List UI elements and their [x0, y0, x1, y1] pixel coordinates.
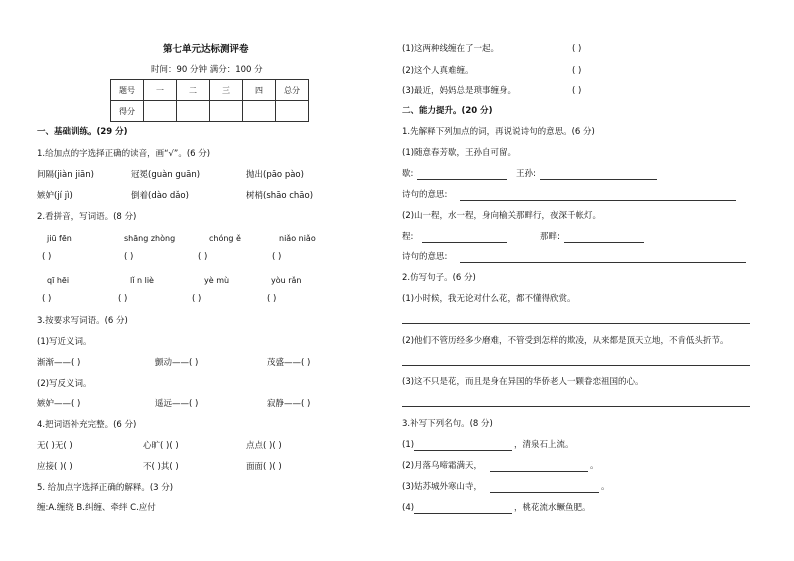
answer-line[interactable] — [564, 242, 644, 243]
answer-blank[interactable]: ( ) — [267, 294, 277, 304]
table-cell: 得分 — [111, 101, 144, 122]
choice-item[interactable]: 间隔(jiàn jiān) — [37, 170, 94, 180]
table-cell: 四 — [243, 80, 276, 101]
poem-line: (1)随意春芳歇，王孙自可留。 — [402, 148, 517, 158]
field-label: 诗句的意思: — [402, 252, 448, 262]
answer-line[interactable] — [402, 365, 750, 366]
table-row — [111, 101, 309, 122]
sub-question: (2)写反义词。 — [37, 379, 92, 389]
fill-item[interactable]: 渐渐——( ) — [37, 358, 81, 368]
choice-item[interactable]: 冠冕(guàn guān) — [131, 170, 201, 180]
field-label: 王孙: — [516, 169, 536, 179]
fill-item[interactable]: 心旷( )( ) — [143, 441, 179, 451]
question-text: 1.先解释下列加点的词，再说说诗句的意思。(6 分) — [402, 127, 595, 137]
answer-blank[interactable]: ( ) — [198, 252, 208, 262]
score-input[interactable] — [144, 101, 177, 122]
answer-line[interactable] — [414, 450, 512, 451]
answer-line[interactable] — [490, 492, 599, 493]
field-label: 诗句的意思: — [402, 190, 448, 200]
answer-blank[interactable]: ( ) — [118, 294, 128, 304]
sample-sentence: (3)这不只是花，而且是身在异国的华侨老人一颗眷恋祖国的心。 — [402, 377, 644, 387]
check-item: (2)这个人真难缠。 — [402, 66, 474, 76]
sub-question: (1)写近义词。 — [37, 337, 92, 347]
fill-suffix: 。 — [601, 482, 610, 492]
question-text: 5. 给加点字选择正确的解释。(3 分) — [37, 483, 174, 493]
answer-line[interactable] — [417, 179, 507, 180]
table-row — [111, 80, 309, 101]
pinyin: chóng ě — [209, 234, 241, 243]
answer-blank[interactable]: ( ) — [192, 294, 202, 304]
field-label: 程: — [402, 232, 414, 242]
score-input[interactable] — [177, 101, 210, 122]
fill-item[interactable]: 应接( )( ) — [37, 462, 73, 472]
pinyin: jiū fēn — [47, 234, 72, 243]
table-cell: 一 — [144, 80, 177, 101]
question-text: 2.看拼音，写词语。(8 分) — [37, 212, 137, 222]
question-text: 1.给加点的字选择正确的读音，画“√”。(6 分) — [37, 149, 211, 159]
answer-line[interactable] — [414, 513, 512, 514]
fill-prefix: (3)姑苏城外寒山寺， — [402, 482, 483, 492]
score-input[interactable] — [210, 101, 243, 122]
table-cell: 三 — [210, 80, 243, 101]
score-table — [110, 79, 309, 122]
answer-line[interactable] — [540, 179, 657, 180]
field-label: 歇: — [402, 169, 414, 179]
choice-item[interactable]: 嫉妒(jí jì) — [37, 191, 73, 201]
exam-info: 时间：90 分钟 满分：100 分 — [151, 65, 263, 75]
pinyin: qī hēi — [47, 276, 70, 285]
sample-sentence: (1)小时候，我无论对什么花，都不懂得欣赏。 — [402, 294, 576, 304]
pinyin: niǎo niǎo — [279, 234, 316, 243]
answer-line[interactable] — [460, 262, 746, 263]
answer-blank[interactable]: ( ) — [572, 86, 582, 96]
answer-blank[interactable]: ( ) — [572, 66, 582, 76]
fill-item[interactable]: 颤动——( ) — [155, 358, 199, 368]
check-item: (1)这两种线缠在了一起。 — [402, 44, 500, 54]
fill-prefix: (2)月落乌啼霜满天， — [402, 461, 483, 471]
answer-blank[interactable]: ( ) — [272, 252, 282, 262]
choice-item[interactable]: 倒着(dào dǎo) — [131, 191, 189, 201]
sample-sentence: (2)他们不管历经多少磨难，不管受到怎样的欺凌，从来都是顶天立地，不肯低头折节。 — [402, 336, 729, 346]
choice-item[interactable]: 抛出(pāo pào) — [246, 170, 304, 180]
question-text: 3.补写下列名句。(8 分) — [402, 419, 493, 429]
section-heading: 二、能力提升。(20 分) — [402, 106, 493, 116]
question-text: 3.按要求写词语。(6 分) — [37, 316, 128, 326]
fill-item[interactable]: 无( )无( ) — [37, 441, 73, 451]
table-cell: 总分 — [276, 80, 309, 101]
pinyin: shāng zhòng — [124, 234, 176, 243]
fill-suffix: 。 — [590, 461, 599, 471]
table-cell: 二 — [177, 80, 210, 101]
fill-item[interactable]: 寂静——( ) — [267, 399, 311, 409]
pinyin: yòu rǎn — [271, 276, 302, 285]
fill-item[interactable]: 点点( )( ) — [246, 441, 282, 451]
fill-item[interactable]: 茂盛——( ) — [267, 358, 311, 368]
answer-blank[interactable]: ( ) — [124, 252, 134, 262]
score-input[interactable] — [276, 101, 309, 122]
answer-line[interactable] — [460, 200, 736, 201]
table-cell: 题号 — [111, 80, 144, 101]
fill-prefix: (1) — [402, 440, 415, 450]
answer-line[interactable] — [490, 471, 588, 472]
fill-suffix: ，桃花流水鳜鱼肥。 — [514, 503, 591, 513]
score-input[interactable] — [243, 101, 276, 122]
answer-line[interactable] — [402, 323, 750, 324]
fill-item[interactable]: 面面( )( ) — [246, 462, 282, 472]
page-title: 第七单元达标测评卷 — [163, 44, 249, 55]
fill-item[interactable]: 嫉妒——( ) — [37, 399, 81, 409]
question-text: 2.仿写句子。(6 分) — [402, 273, 476, 283]
pinyin: lǐ n liè — [130, 276, 154, 285]
answer-blank[interactable]: ( ) — [42, 294, 52, 304]
fill-prefix: (4) — [402, 503, 415, 513]
answer-blank[interactable]: ( ) — [572, 44, 582, 54]
field-label: 那畔: — [540, 232, 560, 242]
answer-line[interactable] — [402, 406, 750, 407]
pinyin: yè mù — [204, 276, 230, 285]
option-list: 缠:A.缠绕 B.纠缠、牵绊 C.应付 — [37, 503, 156, 513]
question-text: 4.把词语补充完整。(6 分) — [37, 420, 137, 430]
section-heading: 一、基础训练。(29 分) — [37, 127, 128, 137]
poem-line: (2)山一程，水一程，身向榆关那畔行，夜深千帐灯。 — [402, 211, 602, 221]
fill-suffix: ，清泉石上流。 — [514, 440, 574, 450]
fill-item[interactable]: 不( )其( ) — [143, 462, 179, 472]
fill-item[interactable]: 遥远——( ) — [155, 399, 199, 409]
answer-blank[interactable]: ( ) — [42, 252, 52, 262]
check-item: (3)最近，妈妈总是琐事缠身。 — [402, 86, 517, 96]
choice-item[interactable]: 树梢(shāo chāo) — [246, 191, 314, 201]
answer-line[interactable] — [422, 242, 507, 243]
